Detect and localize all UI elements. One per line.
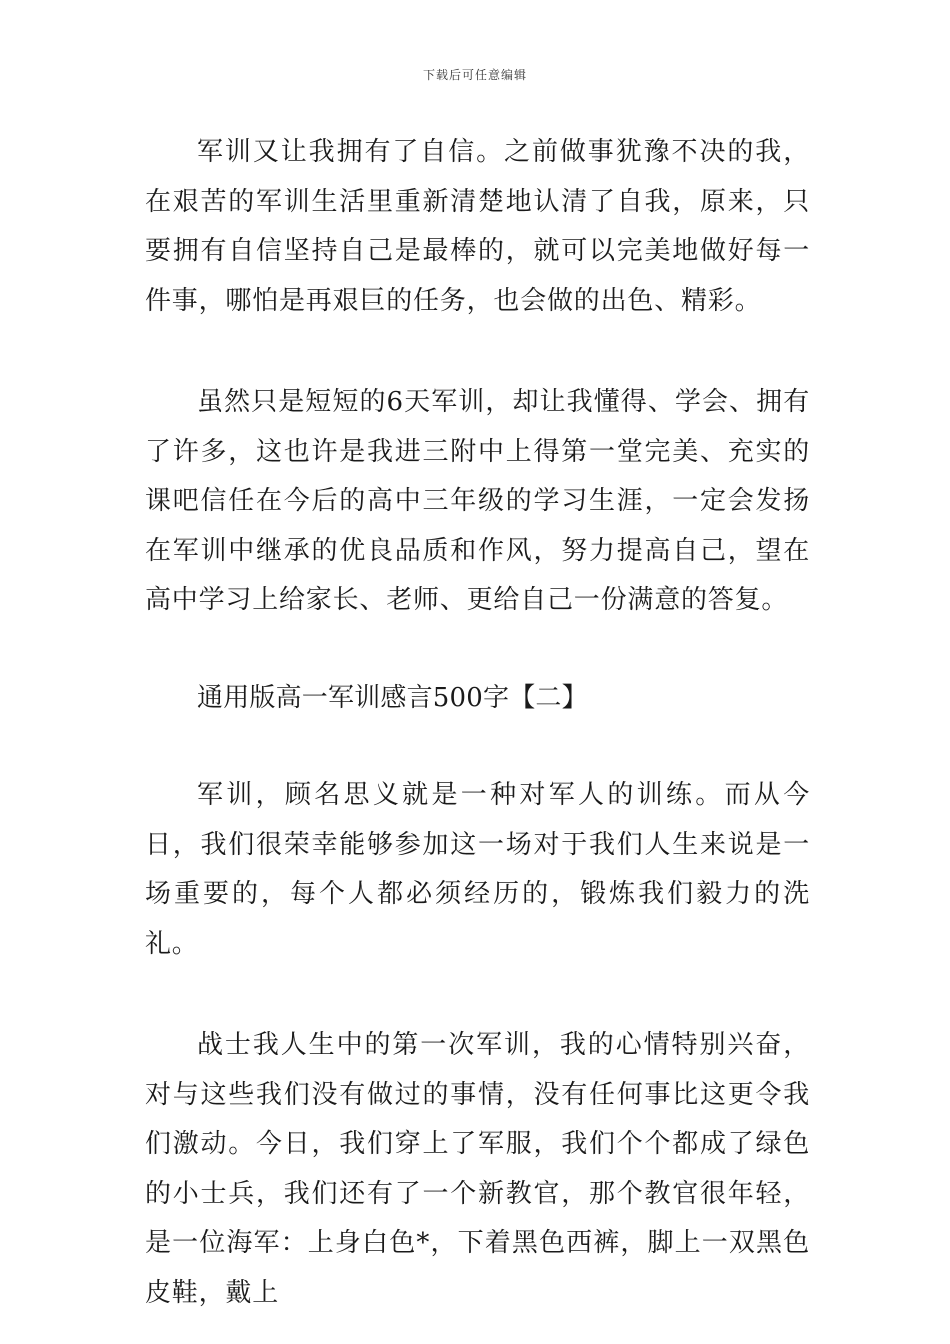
header-note: 下载后可任意编辑: [422, 68, 527, 82]
document-body: [145, 128, 810, 1318]
paragraph-gap: [145, 626, 810, 674]
paragraph-definition: 军训，顾名思义就是一种对军人的训练。而从今日，我们很荣幸能够参加这一场对于我们人生来说是一场重要的，每个人都必须经历的，锻炼我们毅力的洗礼。: [145, 780, 810, 959]
paragraph-gap: [145, 723, 810, 771]
paragraph-six-days: 虽然只是短短的6天军训，却让我懂得、学会、拥有了许多，这也许是我进三附中上得第一堂完美、充实的课吧信任在今后的高中三年级的学习生涯，一定会发扬在军训中继承的优良品质和作风，努力提高自己，望在高中学习上给家长、老师、更给自己一份满意的答复。: [145, 387, 810, 615]
paragraph-first-training: 战士我人生中的第一次军训，我的心情特别兴奋，对与这些我们没有做过的事情，没有任何事比这更令我们激动。今日，我们穿上了军服，我们个个都成了绿色的小士兵，我们还有了一个新教官，那个教官很年轻，是一位海军：上身白色*，下着黑色西裤，脚上一双黑色皮鞋，戴上: [145, 1030, 810, 1308]
paragraph-gap: [145, 326, 810, 378]
paragraph-gap: [145, 969, 810, 1021]
section-heading: 通用版高一军训感言500字【二】: [197, 682, 588, 713]
paragraph-confidence: 军训又让我拥有了自信。之前做事犹豫不决的我，在艰苦的军训生活里重新清楚地认清了自我，原来，只要拥有自信坚持自己是最棒的，就可以完美地做好每一件事，哪怕是再艰巨的任务，也会做的出色、精彩。: [145, 137, 810, 316]
